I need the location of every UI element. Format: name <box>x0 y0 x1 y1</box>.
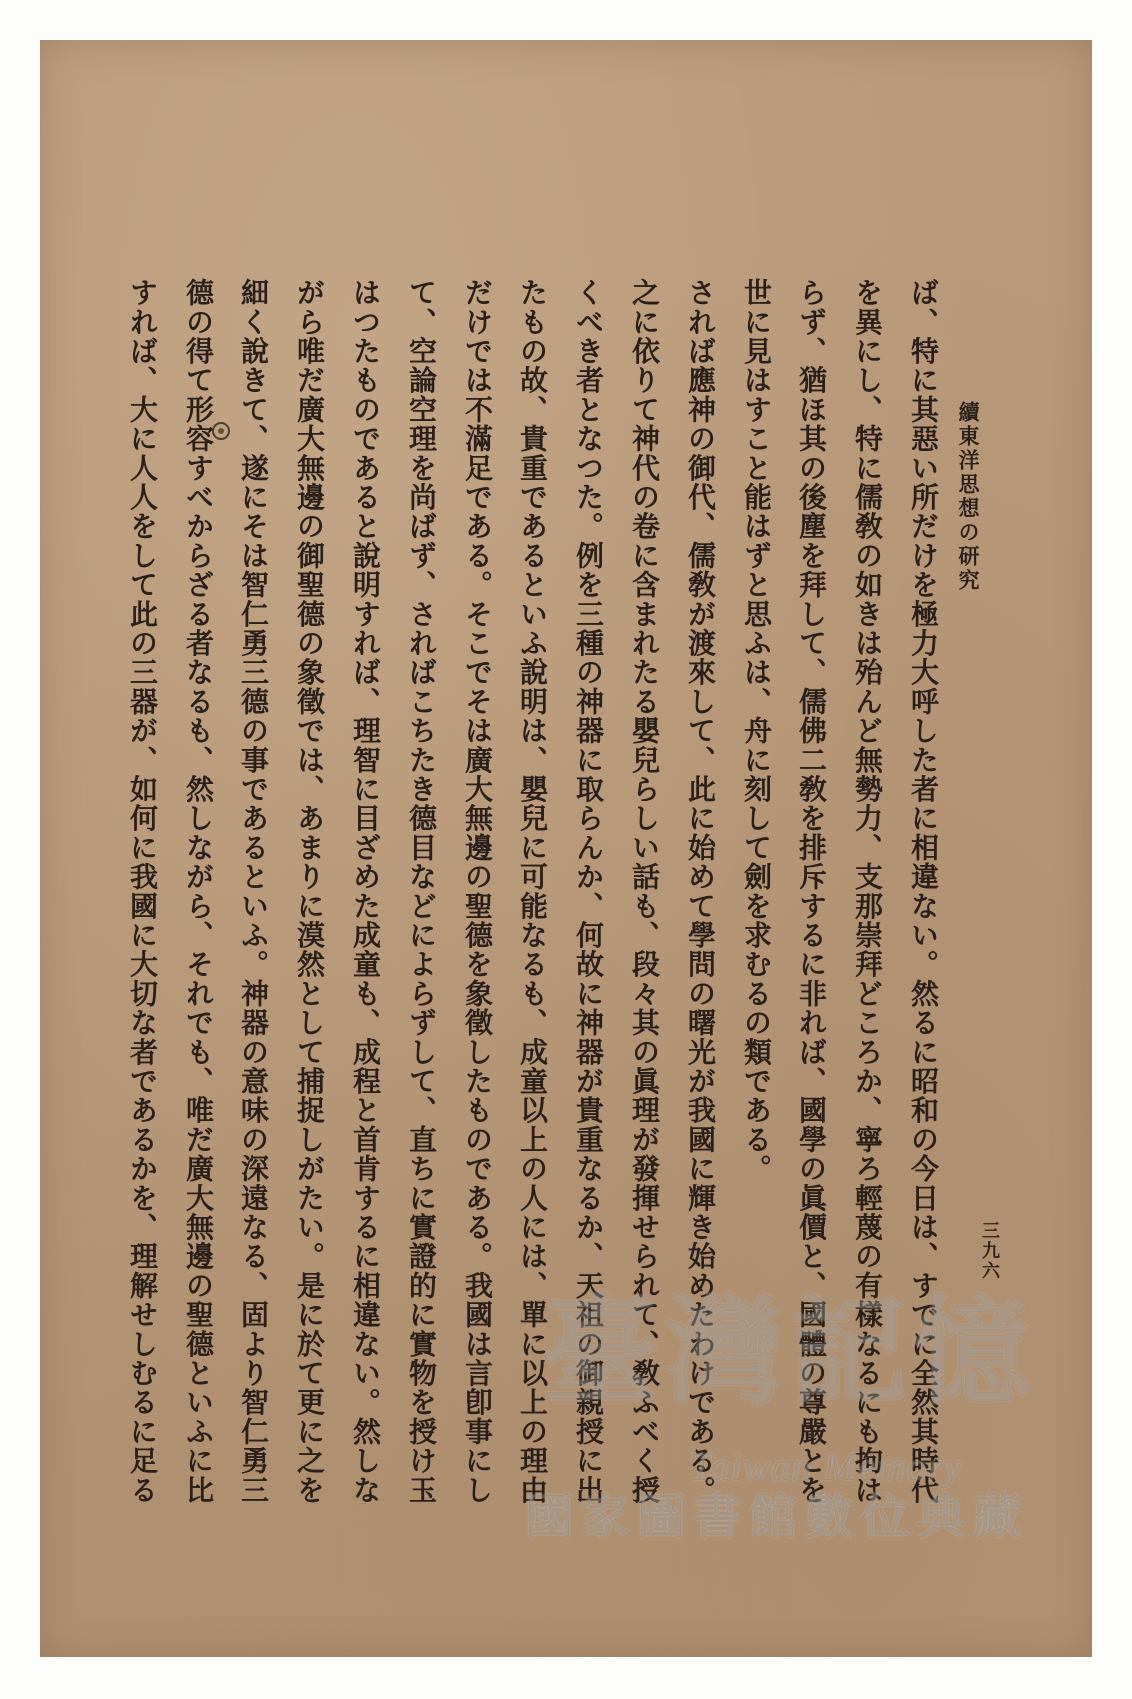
text-column: 細く說きて、遂にそは智仁勇三德の事であるといふ。神器の意味の深遠なる、固より智仁勇三 <box>237 278 270 1505</box>
text-column: て、空論空理を尚ばず、さればこちたき德目などによらずして、直ちに實證的に實物を授け玉 <box>405 278 438 1505</box>
text-column: 世に見はすこと能はずと思ふは、舟に刻して劍を求むるの類である。 <box>740 278 773 1184</box>
text-column: されば應神の御代、儒敎が渡來して、此に始めて學問の曙光が我國に輝き始めたわけである。 <box>684 278 717 1505</box>
stamp-mark-icon <box>212 422 230 440</box>
text-column: らず、猶ほ其の後塵を拜して、儒佛二敎を排斥するに非れば、國學の眞價と、國體の尊嚴とを <box>795 278 828 1505</box>
text-column: くべき者となつた。例を三種の神器に取らんか、何故に神器が貴重なるか、天祖の御親授に出 <box>572 278 605 1505</box>
text-column: すれば、大に人人をして此の三器が、如何に我國に大切な者であるかを、理解せしむるに足る <box>126 278 159 1505</box>
page-number: 三九六 <box>979 1221 1000 1281</box>
watermark-english: Taiwan Memory <box>690 1444 963 1489</box>
text-column: はつたものであると說明すれば、理智に目ざめた成童も、成程と首肯するに相違ない。然しな <box>349 278 382 1505</box>
text-column: だけでは不滿足である。そこでそは廣大無邊の聖德を象徵したものである。我國は言卽事にし <box>461 278 494 1505</box>
watermark-institution: 國家圖書館數位典藏 <box>525 1489 1030 1545</box>
text-column: 德の得て形容すべからざる者なるも、然しながら、それでも、唯だ廣大無邊の聖德といふに比 <box>182 278 215 1505</box>
text-column: ば、特に其惡い所だけを極力大呼した者に相違ない。然るに昭和の今日は、すでに全然其時代 <box>907 278 940 1505</box>
text-column: がら唯だ廣大無邊の御聖德の象徵では、あまりに漠然として捕捉しがたい。是に於て更に之を <box>293 278 326 1505</box>
running-head: 續東洋思想の研究 <box>956 401 981 593</box>
text-column: を異にし、特に儒敎の如きは殆んど無勢力、支那崇拜どころか、寧ろ輕蔑の有樣なるにも拘は <box>851 278 884 1505</box>
watermark-logo: 臺灣記憶 <box>541 1282 1038 1421</box>
text-column: たもの故、貴重であるといふ說明は、嬰兒に可能なるも、成童以上の人には、單に以上の理由 <box>516 278 549 1505</box>
text-column: 之に依りて神代の卷に含まれたる嬰兒らしい話も、段々其の眞理が發揮せられて、敎ふべく授 <box>628 278 661 1505</box>
